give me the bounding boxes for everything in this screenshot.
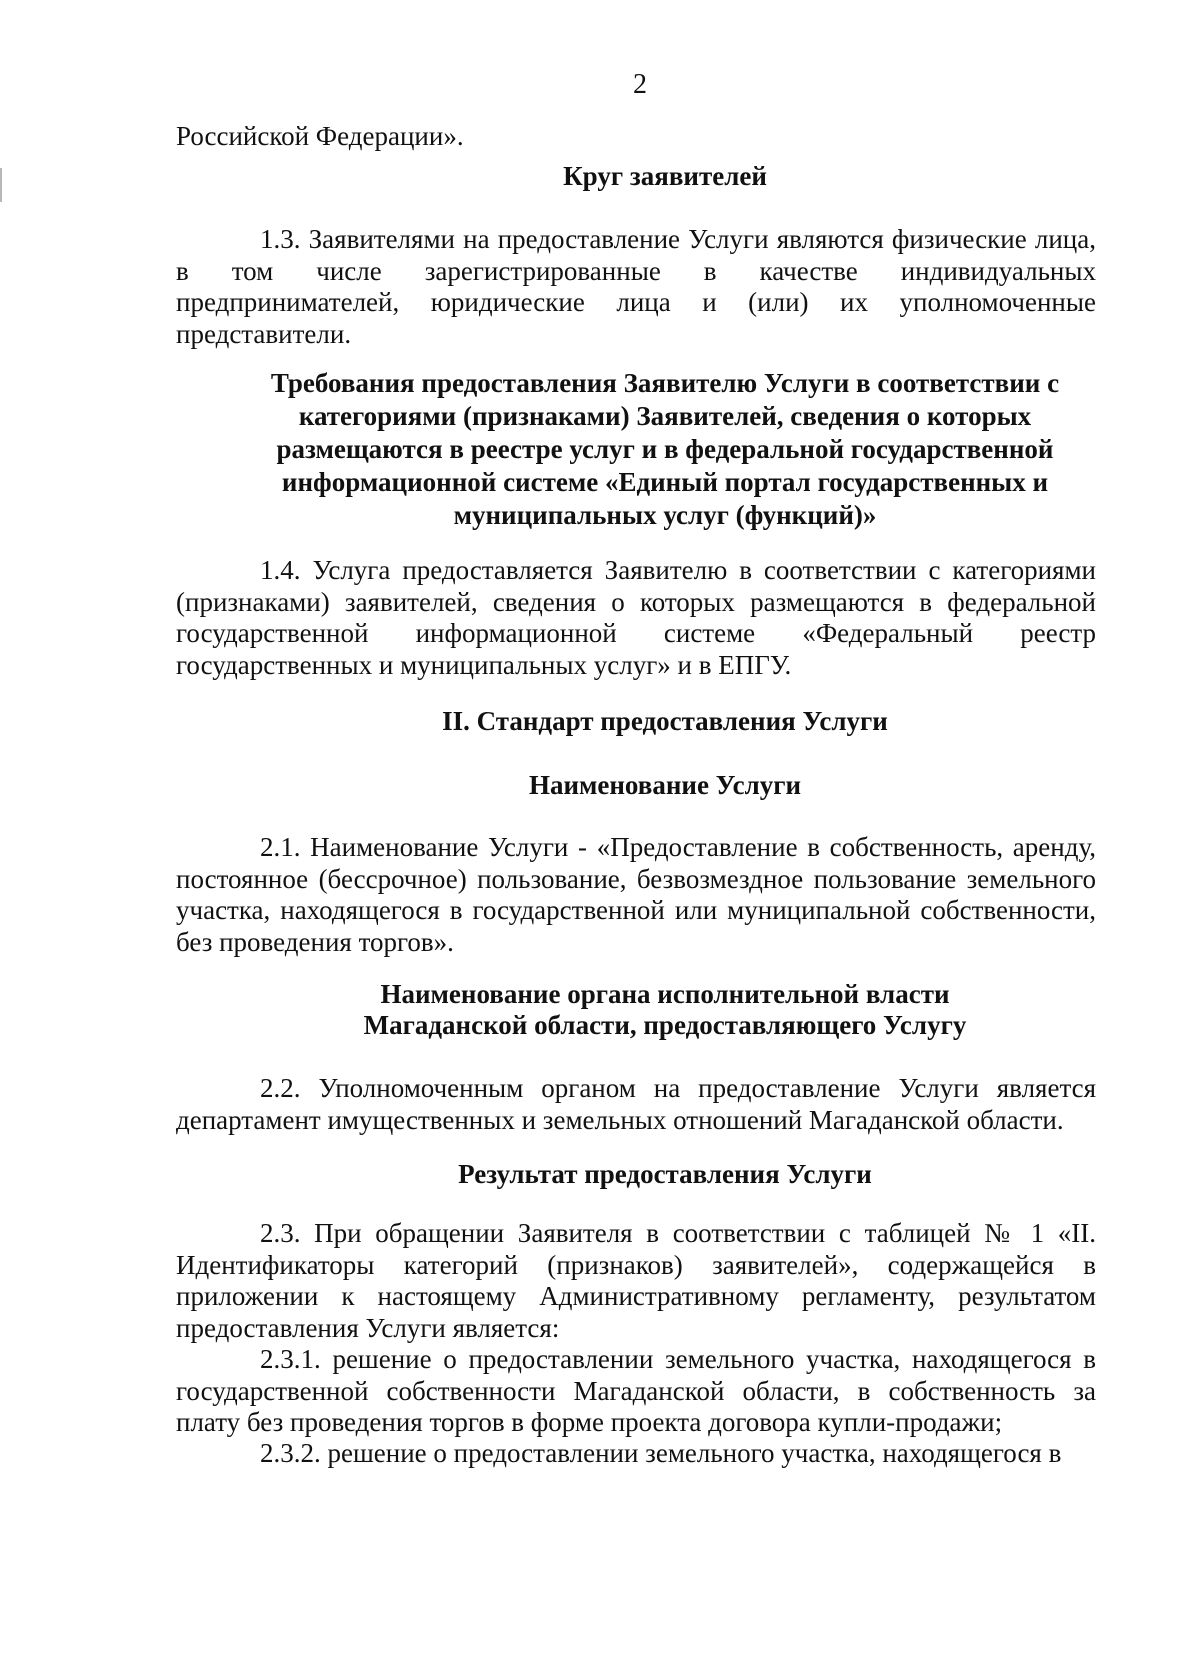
paragraph-1-3: 1.3. Заявителями на предоставление Услуги являются физические лица, в том числе зарегистрированные в качестве индивидуальных предпринимателей, юридические лица и (или) их уполномоченные представители.: [176, 224, 1096, 349]
paragraph-2-3-2: 2.3.2. решение о предоставлении земельного участка, находящегося в: [260, 1438, 1062, 1468]
page-number: 2: [633, 69, 647, 100]
heading-krug-zayaviteley: Круг заявителей: [563, 161, 767, 191]
paragraph-2-3-1: 2.3.1. решение о предоставлении земельного участка, находящегося в государственной собственности Магаданской области, в собственность за плату без проведения торгов в форме проекта договора купли-продажи;: [176, 1344, 1096, 1437]
paragraph-2-3: 2.3. При обращении Заявителя в соответствии с таблицей № 1 «II. Идентификаторы категорий (признаков) заявителей», содержащейся в приложении к настоящему Административному регламенту, результатом предоставления Услуги является:: [176, 1218, 1096, 1343]
heading-standart: II. Стандарт предоставления Услуги: [442, 706, 888, 736]
heading-organ-line-2: Магаданской области, предоставляющего Услугу: [363, 1010, 967, 1040]
paragraph-2-2: 2.2. Уполномоченным органом на предоставление Услуги является департамент имущественных и земельных отношений Магаданской области.: [176, 1073, 1096, 1135]
paragraph-1-4: 1.4. Услуга предоставляется Заявителю в соответствии с категориями (признаками) заявителей, сведения о которых размещаются в федеральной государственной информационной системе «Федеральный реестр государственных и муниципальных услуг» и в ЕПГУ.: [176, 555, 1096, 680]
paragraph-continuation: Российской Федерации».: [176, 121, 464, 151]
heading-rezultat: Результат предоставления Услуги: [458, 1159, 872, 1189]
heading-organ-line-1: Наименование органа исполнительной власти: [380, 979, 950, 1009]
heading-trebovaniya: Требования предоставления Заявителю Услуги в соответствии с категориями (признаками) Заявителей, сведения о которых размещаются в реестре услуг и в федеральной государственной информационной системе «Единый портал государственных и муниципальных услуг (функций)»: [270, 368, 1060, 530]
paragraph-2-1: 2.1. Наименование Услуги - «Предоставление в собственность, аренду, постоянное (бессрочное) пользование, безвозмездное пользование земельного участка, находящегося в государственной или муниципальной собственности, без проведения торгов».: [176, 832, 1096, 957]
scan-edge-mark: [0, 168, 2, 202]
heading-naimenovanie-uslugi: Наименование Услуги: [528, 770, 802, 800]
